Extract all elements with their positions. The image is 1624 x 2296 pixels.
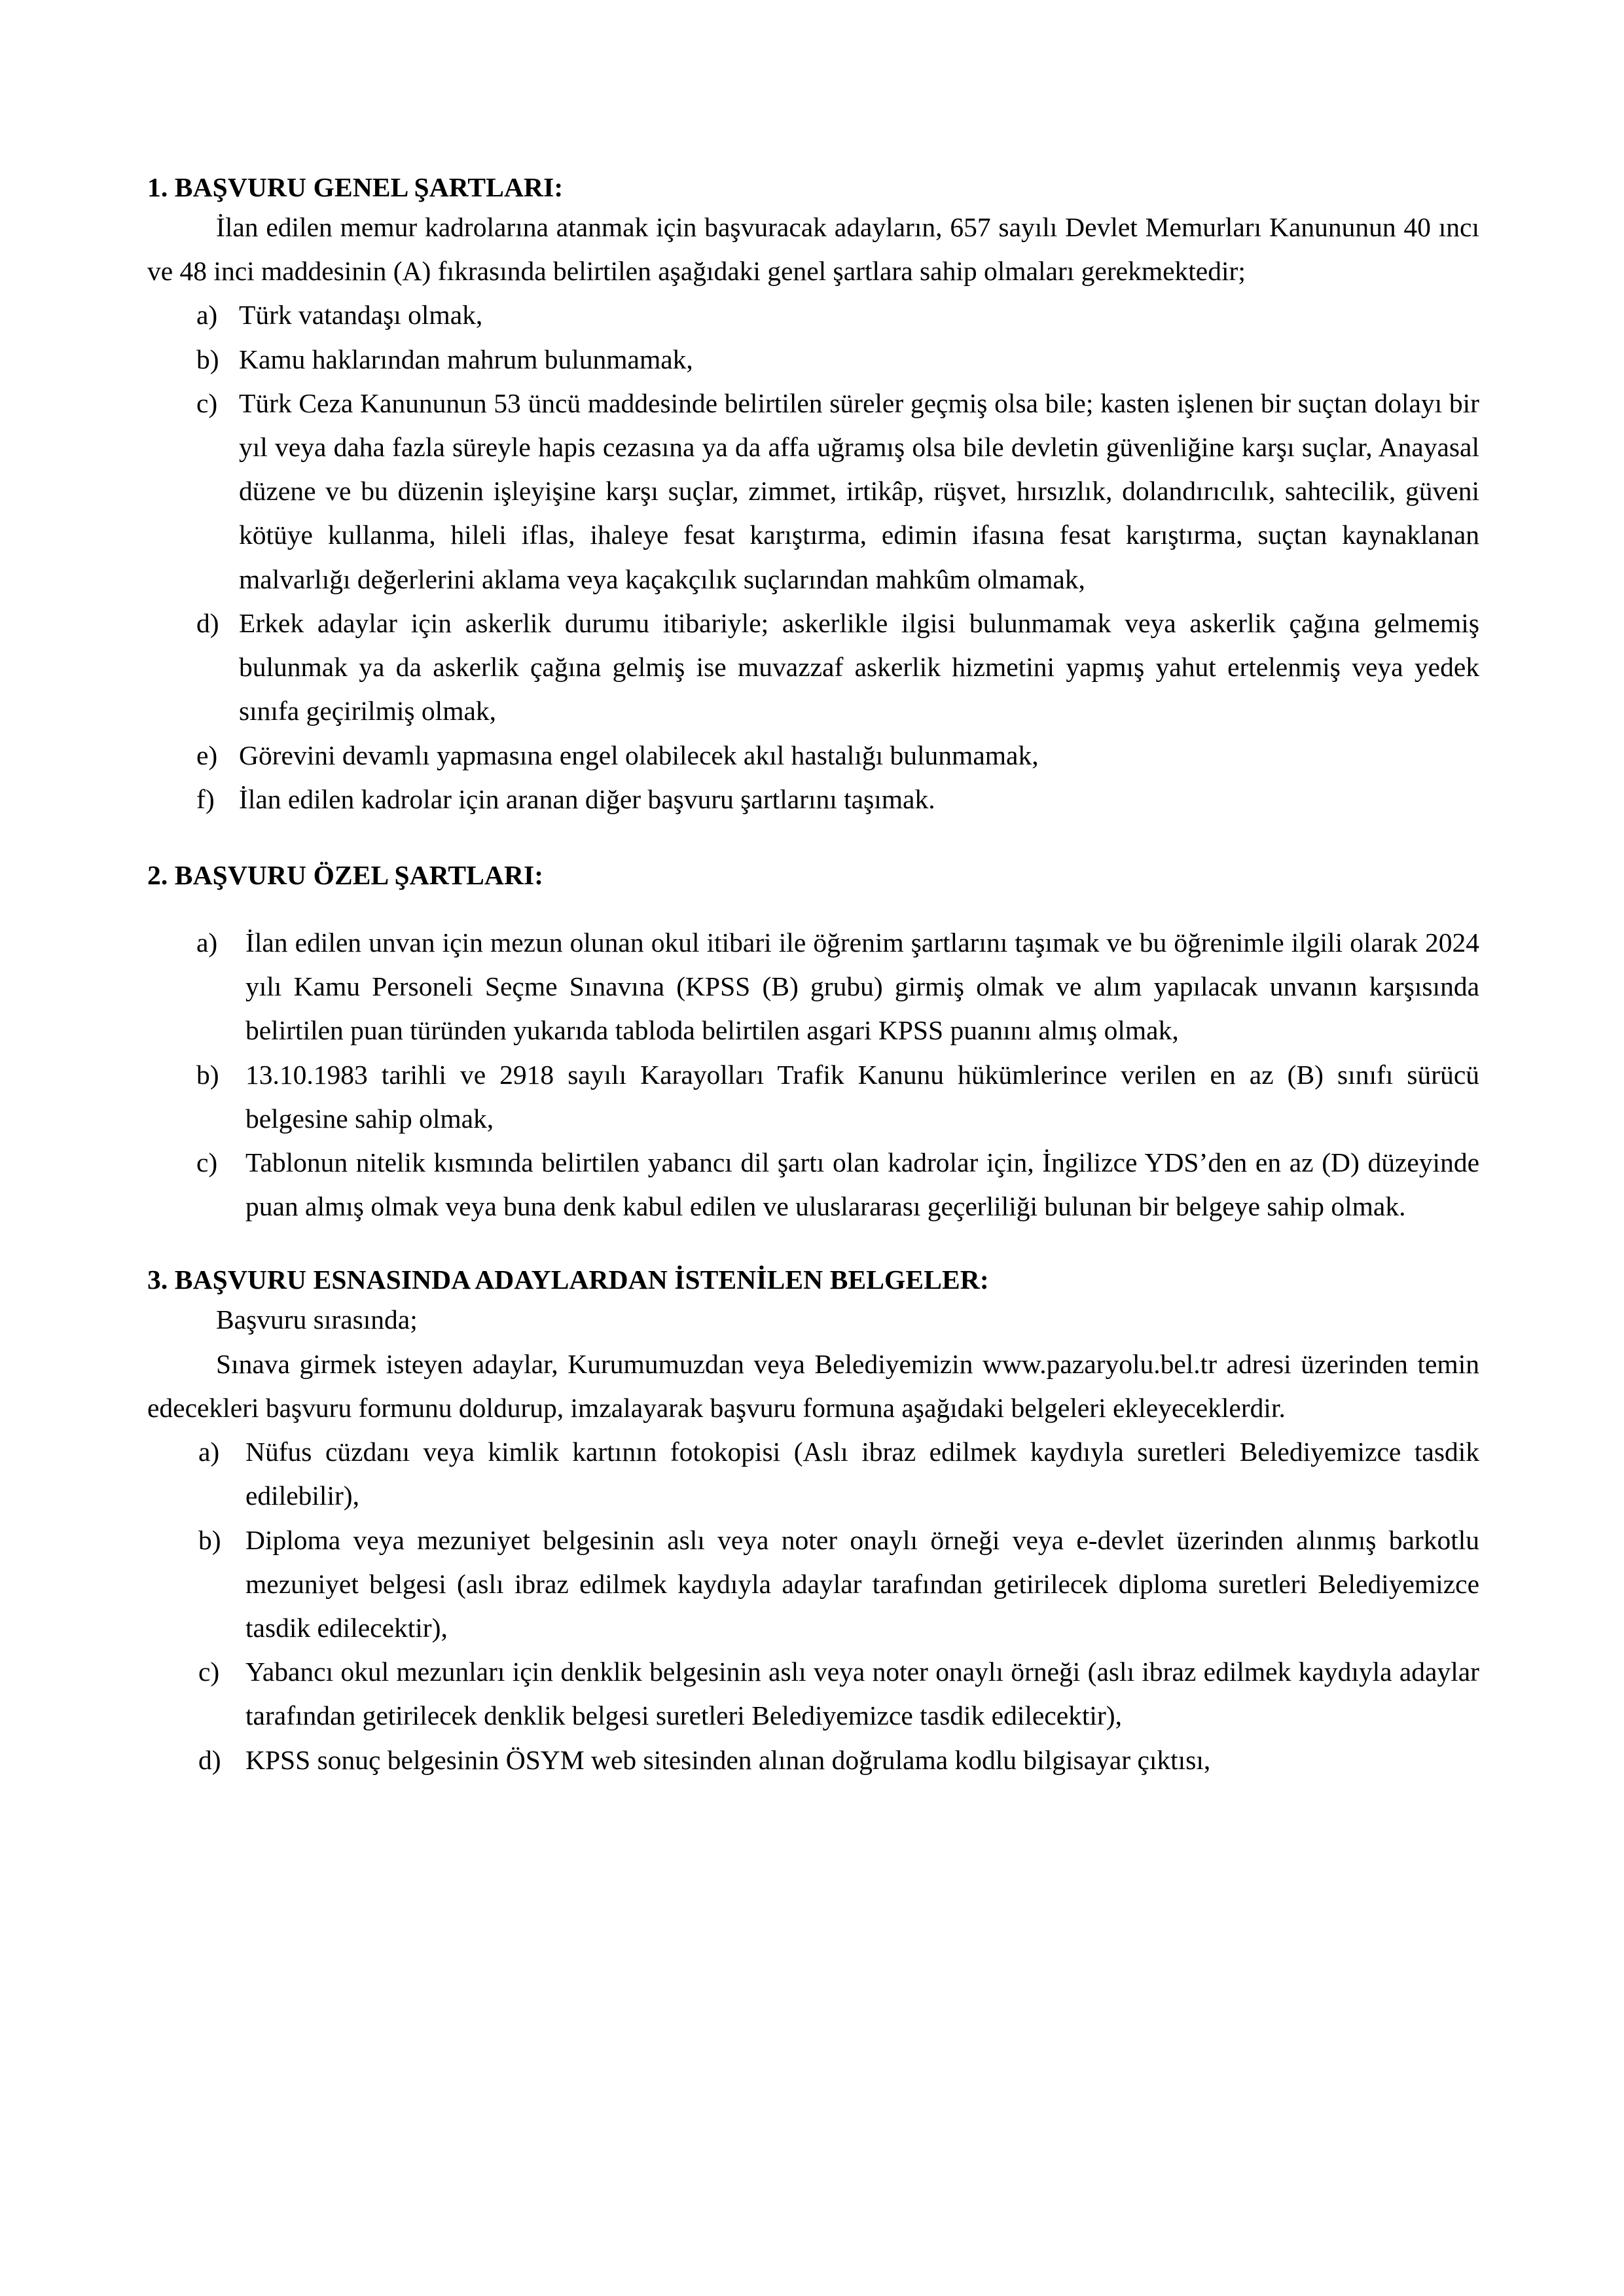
- list-item: [196, 778, 1479, 821]
- list-marker: c): [196, 387, 218, 418]
- istenilen-belgeler-list: [198, 1430, 1479, 1782]
- list-marker: d): [198, 1744, 221, 1775]
- list-item: [198, 1430, 1479, 1518]
- list-item: [198, 1518, 1479, 1651]
- list-marker: a): [196, 300, 218, 331]
- section-3-intro-line-2: Sınava girmek isteyen adaylar, Kurumumuzdan veya Belediyemizin www.pazaryolu.bel.tr adresi üzerinden temin edecekleri başvuru formunu doldurup, imzalayarak başvuru formuna aşağıdaki belgeleri ekleyeceklerdir.: [147, 1348, 1479, 1423]
- list-item-text: Görevini devamlı yapmasına engel olabilecek akıl hastalığı bulunmamak,: [239, 740, 1039, 770]
- section-heading-istenilen-belgeler: 3. BAŞVURU ESNASINDA ADAYLARDAN İSTENİLEN BELGELER:: [147, 1265, 989, 1295]
- list-item-text: Yabancı okul mezunları için denklik belgesinin aslı veya noter onaylı örneği (aslı ibraz edilmek kaydıyla adaylar tarafından getirilecek denklik belgesi suretleri Belediyemizce tasdik edilecektir),: [245, 1657, 1479, 1731]
- ozel-sartlar-list: [196, 921, 1479, 1229]
- list-item-text: Kamu haklarından mahrum bulunmamak,: [239, 344, 693, 374]
- list-item: [196, 1141, 1479, 1229]
- list-item-text: Nüfus cüzdanı veya kimlik kartının fotokopisi (Aslı ibraz edilmek kaydıyla suretleri Belediyemizce tasdik edilebilir),: [245, 1437, 1479, 1511]
- list-marker: f): [196, 783, 215, 814]
- genel-sartlar-list: [196, 293, 1479, 821]
- list-marker: a): [196, 927, 218, 958]
- list-item: [196, 293, 1479, 337]
- list-item-text: İlan edilen kadrolar için aranan diğer başvuru şartlarını taşımak.: [239, 783, 935, 814]
- list-marker: e): [196, 740, 218, 770]
- list-item-text: Türk Ceza Kanununun 53 üncü maddesinde belirtilen süreler geçmiş olsa bile; kasten işlenen bir suçtan dolayı bir yıl veya daha fazla süreyle hapis cezasına ya da affa uğramış olsa bile devletin güvenliğine karşı suçlar, Anayasal düzene ve bu düzenin işleyişine karşı suçlar, zimmet, irtikâp, rüşvet, hırsızlık, dolandırıcılık, sahtecilik, güveni kötüye kullanma, hileli iflas, ihaleye fesat karıştırma, edimin ifasına fesat karıştırma, suçtan kaynaklanan malvarlığı değerlerini aklama veya kaçakçılık suçlarından mahkûm olmamak,: [239, 387, 1479, 594]
- list-item-text: KPSS sonuç belgesinin ÖSYM web sitesinden alınan doğrulama kodlu bilgisayar çıktısı,: [245, 1744, 1211, 1775]
- list-item-text: 13.10.1983 tarihli ve 2918 sayılı Karayolları Trafik Kanunu hükümlerince verilen en az (B) sınıfı sürücü belgesine sahip olmak,: [245, 1059, 1479, 1134]
- document-body: [147, 170, 1479, 1782]
- section-1-intro-paragraph: İlan edilen memur kadrolarına atanmak için başvuracak adayların, 657 sayılı Devlet Memurları Kanununun 40 ıncı ve 48 inci maddesinin (A) fıkrasında belirtilen aşağıdaki genel şartlara sahip olmaları gerekmektedir;: [147, 211, 1479, 287]
- list-item-text: İlan edilen unvan için mezun olunan okul itibari ile öğrenim şartlarını taşımak ve bu öğrenimle ilgili olarak 2024 yılı Kamu Personeli Seçme Sınavına (KPSS (B) grubu) girmiş olmak ve alım yapılacak unvanın karşısında belirtilen puan türünden yukarıda tabloda belirtilen asgari KPSS puanını almış olmak,: [245, 927, 1479, 1046]
- list-item-text: Tablonun nitelik kısmında belirtilen yabancı dil şartı olan kadrolar için, İngilizce YDS’den en az (D) düzeyinde puan almış olmak veya buna denk kabul edilen ve uluslararası geçerliliği bulunan bir belgeye sahip olmak.: [245, 1147, 1479, 1222]
- list-marker: b): [196, 344, 219, 374]
- list-marker: b): [196, 1059, 219, 1090]
- list-marker: c): [196, 1147, 218, 1178]
- list-item-text: Türk vatandaşı olmak,: [239, 300, 483, 331]
- list-marker: c): [198, 1657, 220, 1687]
- section-3-intro-line-1: Başvuru sırasında;: [216, 1304, 418, 1335]
- section-heading-ozel-sartlar: 2. BAŞVURU ÖZEL ŞARTLARI:: [147, 860, 544, 890]
- section-heading-genel-sartlar: 1. BAŞVURU GENEL ŞARTLARI:: [147, 172, 564, 202]
- list-item: [196, 734, 1479, 778]
- list-item: [196, 1053, 1479, 1141]
- list-item: [196, 601, 1479, 734]
- list-item-text: Diploma veya mezuniyet belgesinin aslı veya noter onaylı örneği veya e-devlet üzerinden alınmış barkotlu mezuniyet belgesi (aslı ibraz edilmek kaydıyla adaylar tarafından getirilecek diploma suretleri Belediyemizce tasdik edilecektir),: [245, 1524, 1479, 1643]
- list-item: [196, 338, 1479, 382]
- list-item: [196, 382, 1479, 601]
- list-marker: a): [198, 1437, 220, 1467]
- list-item-text: Erkek adaylar için askerlik durumu itibariyle; askerlikle ilgisi bulunmamak veya askerlik çağına gelmemiş bulunmak ya da askerlik çağına gelmiş ise muvazzaf askerlik hizmetini yapmış yahut ertelenmiş veya yedek sınıfa geçirilmiş olmak,: [239, 607, 1479, 726]
- list-item: [196, 921, 1479, 1053]
- list-marker: d): [196, 607, 219, 638]
- list-item: [198, 1738, 1479, 1782]
- list-marker: b): [198, 1524, 221, 1555]
- list-item: [198, 1650, 1479, 1738]
